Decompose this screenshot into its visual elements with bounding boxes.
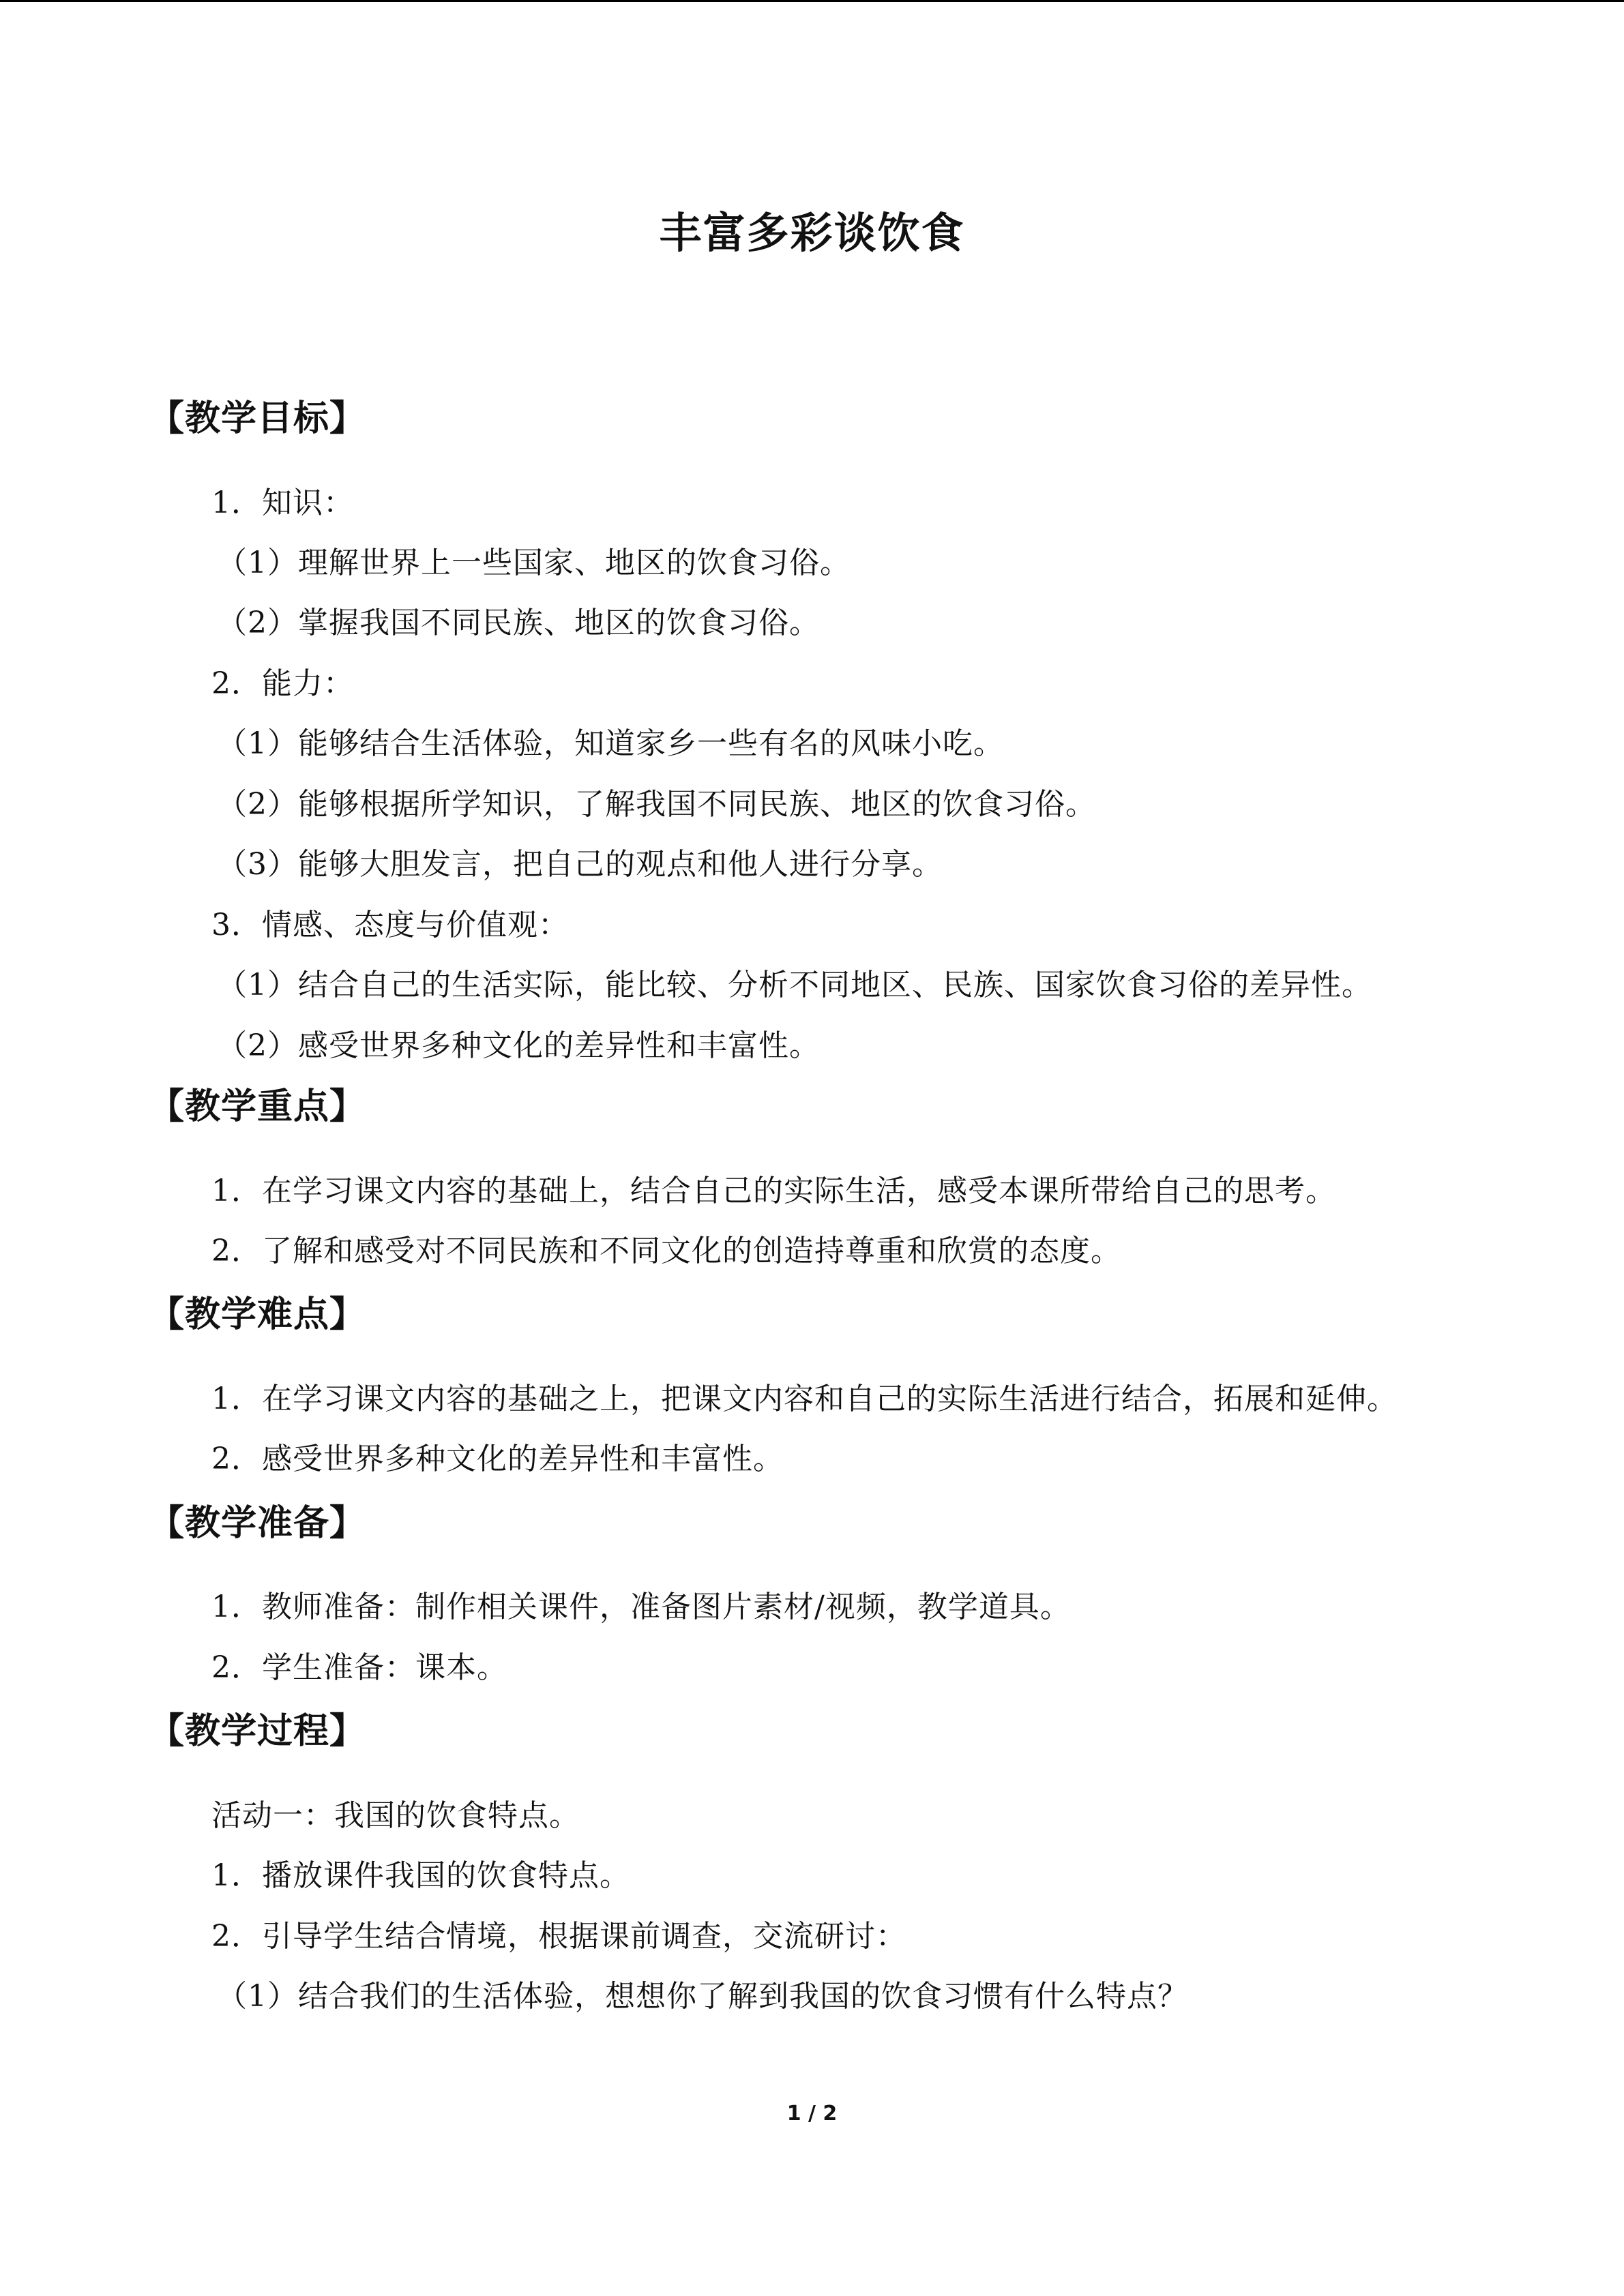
text-line: 1．播放课件我国的饮食特点。 — [211, 1858, 630, 1893]
text-line: （2）掌握我国不同民族、地区的饮食习俗。 — [217, 606, 820, 640]
text-line: （2）能够根据所学知识，了解我国不同民族、地区的饮食习俗。 — [217, 787, 1096, 822]
page-number: 1 / 2 — [786, 2102, 838, 2126]
text-line: （1）结合我们的生活体验，想想你了解到我国的饮食习惯有什么特点？ — [217, 1979, 1188, 2014]
text-line: （1）结合自己的生活实际，能比较、分析不同地区、民族、国家饮食习俗的差异性。 — [217, 968, 1372, 1002]
text-line: （1）能够结合生活体验，知道家乡一些有名的风味小吃。 — [217, 726, 1004, 761]
page-top-border — [0, 0, 1624, 2]
text-line: 2．引导学生结合情境，根据课前调查，交流研讨： — [211, 1919, 906, 1954]
document-title: 丰富多彩谈饮食 — [659, 208, 965, 258]
text-line: 1．知识： — [211, 486, 354, 520]
text-line: （3）能够大胆发言，把自己的观点和他人进行分享。 — [217, 847, 943, 882]
text-line: 1．在学习课文内容的基础之上，把课文内容和自己的实际生活进行结合，拓展和延伸。 — [211, 1382, 1398, 1416]
text-line: 2．学生准备：课本。 — [211, 1650, 507, 1685]
section-heading-key-points: 【教学重点】 — [149, 1086, 366, 1127]
section-heading-objectives: 【教学目标】 — [149, 398, 366, 439]
text-line: 2．能力： — [211, 666, 354, 701]
text-line: 活动一：我国的饮食特点。 — [211, 1798, 580, 1833]
text-line: 2．感受世界多种文化的差异性和丰富性。 — [211, 1442, 784, 1476]
text-line: （1）理解世界上一些国家、地区的饮食习俗。 — [217, 546, 851, 580]
section-heading-difficulties: 【教学难点】 — [149, 1294, 366, 1335]
section-heading-process: 【教学过程】 — [149, 1711, 366, 1752]
text-line: 2．了解和感受对不同民族和不同文化的创造持尊重和欣赏的态度。 — [211, 1234, 1121, 1268]
section-heading-preparation: 【教学准备】 — [149, 1503, 366, 1544]
text-line: 1．在学习课文内容的基础上，结合自己的实际生活，感受本课所带给自己的思考。 — [211, 1174, 1336, 1208]
text-line: 1．教师准备：制作相关课件，准备图片素材/视频，教学道具。 — [211, 1590, 1071, 1624]
text-line: （2）感受世界多种文化的差异性和丰富性。 — [217, 1028, 820, 1063]
text-line: 3．情感、态度与价值观： — [211, 908, 569, 942]
